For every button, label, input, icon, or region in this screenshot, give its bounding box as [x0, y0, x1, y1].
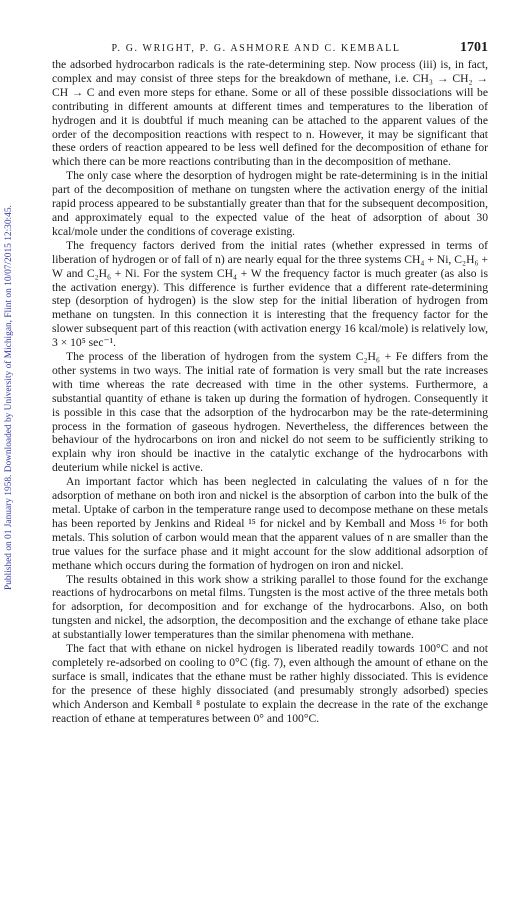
paragraph-1: the adsorbed hydrocarbon radicals is the rate-determining step. Now process (iii) is, in fact, complex and may consist of three steps for the breakdown of methane, i.e. CH₃ → CH₂ → CH → C and even more steps for ethane. Some or all of these possible dissociations will be contributing in different amounts at different times and temperatures to the liberation of hydrogen and it is doubtful if much meaning can be attached to the apparent values of the order of the decomposition reactions with respect to n. However, it may be significant that these orders of reaction appeared to be less well defined for the decomposition of ethane for which there can be more reactions contributing than in the decomposition of methane.	[52, 58, 488, 169]
paragraph-5: An important factor which has been neglected in calculating the values of n for the adsorption of methane on both iron and nickel is the absorption of carbon into the bulk of the metal. Uptake of carbon in the temperature range used to decompose methane on these metals has been reported by Jenkins and Rideal ¹⁵ for nickel and by Kemball and Moss ¹⁶ for both metals. This solution of carbon would mean that the apparent values of n are smaller than the true values for the surface phase and it might account for the slow additional adsorption of methane which occurs during the formation of hydrogen on iron and nickel.	[52, 475, 488, 572]
paragraph-7: The fact that with ethane on nickel hydrogen is liberated readily towards 100°C and not completely re-adsorbed on cooling to 0°C (fig. 7), even although the amount of ethane on the surface is small, indicates that the ethane must be rather highly dissociated. This is evidence for the presence of these highly dissociated (and presumably strongly adsorbed) species which Anderson and Kemball ⁸ postulate to explain the decrease in the rate of the exchange reaction of ethane at temperatures between 0° and 100°C.	[52, 642, 488, 725]
paragraph-4: The process of the liberation of hydrogen from the system C₂H₆ + Fe differs from the other systems in two ways. The initial rate of formation is very small but the rate increases with time whereas the rate decreased with time in the other systems. Furthermore, a substantial quantity of ethane is taken up during the formation of hydrogen. Consequently it is possible in this case that the adsorption of the hydrocarbon may be the rate-determining process in the formation of gaseous hydrogen. Nevertheless, the differences between the behaviour of the hydrocarbons on iron and nickel do not seem to be sufficiently striking to explain why iron should be inactive in the catalytic exchange of the hydrocarbons with deuterium while nickel is active.	[52, 350, 488, 475]
page-number: 1701	[460, 40, 488, 55]
download-stamp	[2, 8, 16, 919]
running-head-authors: P. G. WRIGHT, P. G. ASHMORE AND C. KEMBALL	[111, 42, 401, 54]
running-header	[52, 38, 488, 58]
paragraph-2: The only case where the desorption of hydrogen might be rate-determining is in the initial part of the decomposition of methane on tungsten where the activation energy of the initial rapid process appeared to be substantially greater than that for the subsequent decomposition, and approximately equal to the expected value of the heat of adsorption of about 30 kcal/mole under the conditions of coverage existing.	[52, 169, 488, 238]
download-stamp-text[interactable]: Published on 01 January 1958. Downloaded by University of Michigan, Flint on 10/07/2015 12:30:45.	[4, 205, 14, 590]
paragraph-3: The frequency factors derived from the initial rates (whether expressed in terms of liberation of hydrogen or of fall of n) are nearly equal for the three systems CH₄ + Ni, C₂H₆ + W and C₂H₆ + Ni. For the system CH₄ + W the frequency factor is much greater (as also is the activation energy). This difference is further evidence that a different rate-determining step (desorption of hydrogen) is the slow step for the initial liberation of hydrogen from methane on tungsten. In this connection it is interesting that the frequency factor for the slower subsequent part of this reaction (with activation energy 16 kcal/mole) is relatively low, 3 × 10⁵ sec⁻¹.	[52, 238, 488, 350]
article-body	[52, 58, 488, 726]
paragraph-6: The results obtained in this work show a striking parallel to those found for the exchange reactions of hydrocarbons on metal films. Tungsten is the most active of the three metals both for adsorption, for decomposition and for exchange of the hydrocarbons. Also, on both tungsten and nickel, the adsorption, the decomposition and the exchange of ethane take place at substantially lower temperatures than the similar phenomena with methane.	[52, 572, 488, 642]
